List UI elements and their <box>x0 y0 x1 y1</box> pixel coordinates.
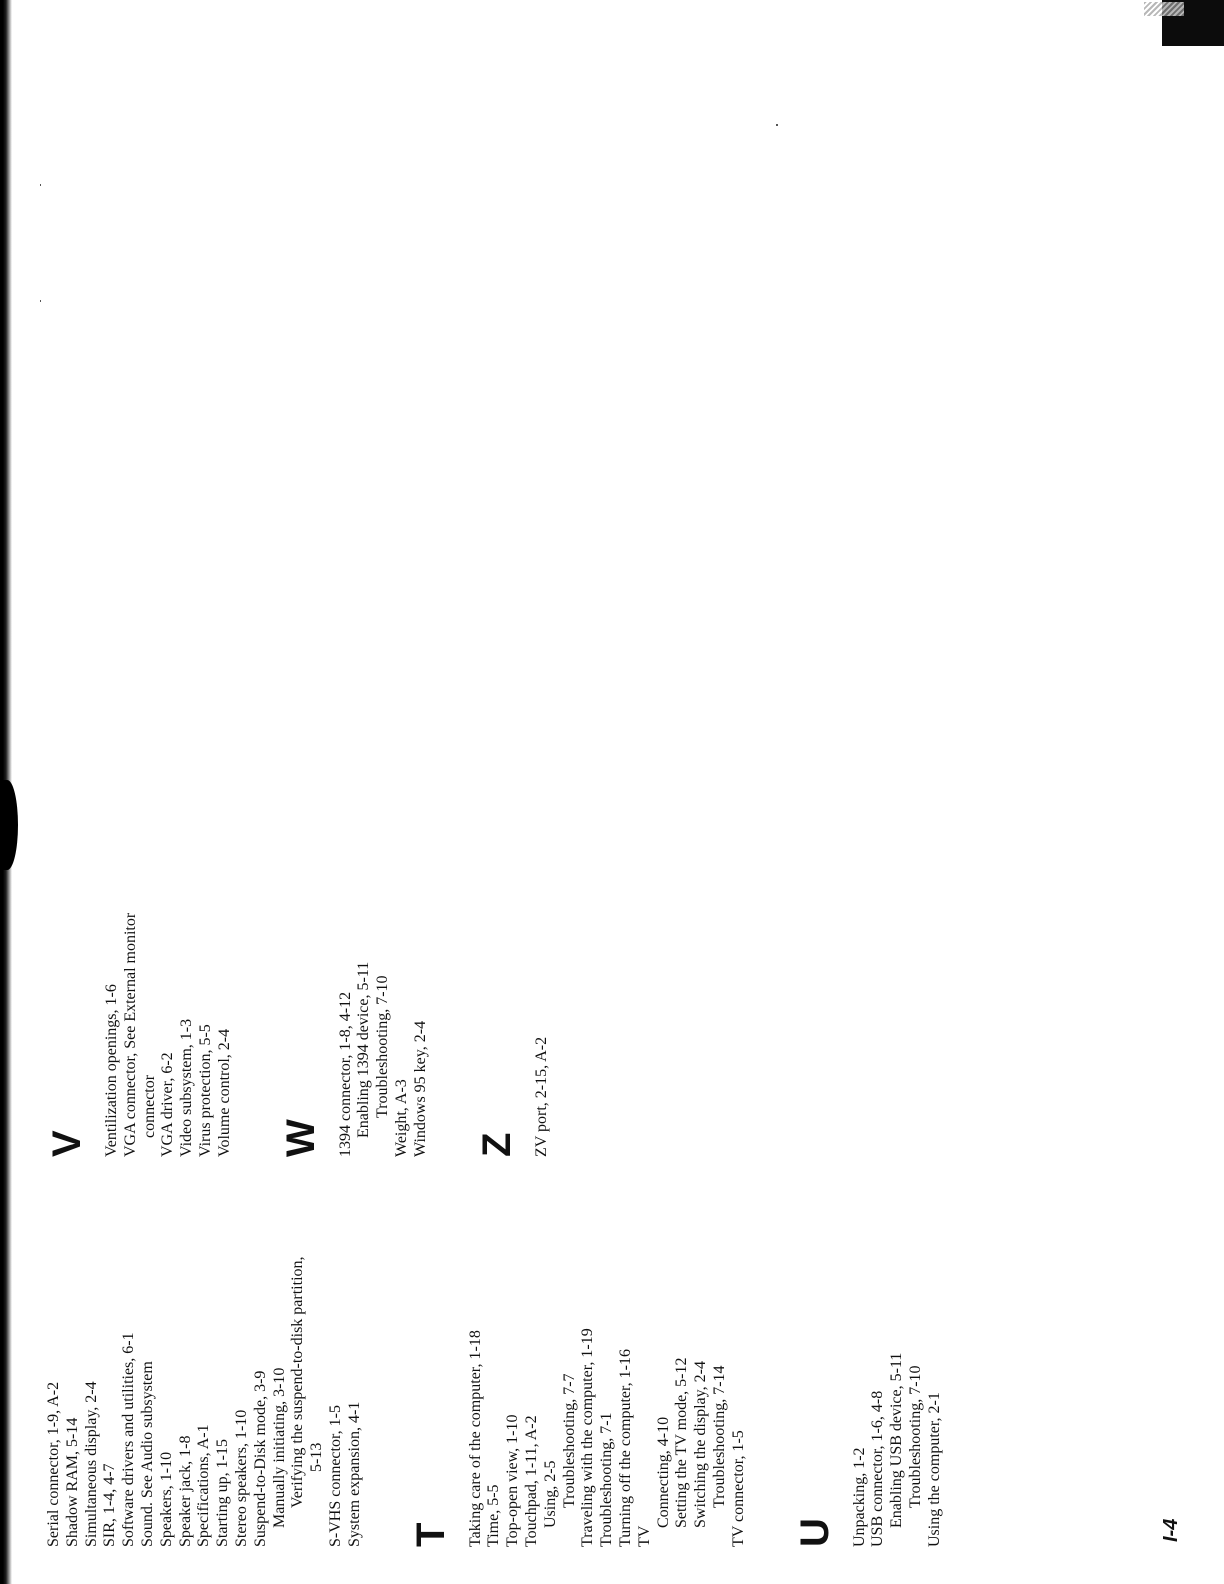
index-entry: Troubleshooting, 7-1 <box>598 1412 616 1547</box>
index-entry: Stereo speakers, 1-10 <box>232 1409 250 1547</box>
index-entry: Weight, A-3 <box>392 1079 410 1157</box>
index-entry: USB connector, 1-6, 4-8 <box>869 1390 887 1547</box>
index-entry: Speakers, 1-10 <box>157 1451 175 1547</box>
index-entry: Suspend-to-Disk mode, 3-9 <box>251 1370 269 1547</box>
index-entry: Simultaneous display, 2-4 <box>82 1381 100 1547</box>
index-entry: TV connector, 1-5 <box>729 1430 747 1547</box>
index-entry: Windows 95 key, 2-4 <box>411 1020 429 1157</box>
index-entry: Speaker jack, 1-8 <box>176 1435 194 1547</box>
section-letter-u: U <box>792 1518 837 1547</box>
index-entry: Virus protection, 5-5 <box>196 1024 214 1157</box>
index-entry: System expansion, 4-1 <box>345 1401 363 1547</box>
index-entry: S-VHS connector, 1-5 <box>326 1405 344 1547</box>
index-entry: Unpacking, 1-2 <box>850 1447 868 1547</box>
index-entry: Connecting, 4-10 <box>654 1416 672 1528</box>
index-entry: Troubleshooting, 7-14 <box>710 1365 728 1508</box>
page-number: I-4 <box>1160 1518 1182 1542</box>
index-entry: 1394 connector, 1-8, 4-12 <box>336 991 354 1157</box>
index-entry: Taking care of the computer, 1-18 <box>466 1330 484 1547</box>
section-letter-v: V <box>45 1130 89 1157</box>
section-letter-w: W <box>278 1119 323 1157</box>
index-entry: Manually initiating, 3-10 <box>270 1367 288 1528</box>
index-entry: Touchpad, 1-11, A-2 <box>522 1415 540 1547</box>
index-entry: Time, 5-5 <box>485 1484 503 1547</box>
index-entry: VGA driver, 6-2 <box>159 1052 177 1157</box>
index-entry: ZV port, 2-15, A-2 <box>532 1036 550 1157</box>
section-letter-t: T <box>408 1522 453 1547</box>
index-entry: VGA connector, See External monitor <box>121 912 139 1157</box>
index-entry: Software drivers and utilities, 6-1 <box>120 1332 138 1547</box>
index-entry: Turning off the computer, 1-16 <box>616 1348 634 1547</box>
index-entry: Using, 2-5 <box>541 1460 559 1528</box>
index-entry: TV <box>635 1525 653 1547</box>
index-entry: Sound. See Audio subsystem <box>138 1361 156 1547</box>
index-entry: connector <box>140 1074 158 1138</box>
index-entry: Enabling USB device, 5-11 <box>888 1352 906 1528</box>
index-entry: Traveling with the computer, 1-19 <box>579 1328 597 1547</box>
index-entry: Specifications, A-1 <box>195 1424 213 1547</box>
index-entry: Top-open view, 1-10 <box>504 1414 522 1547</box>
index-entry: Switching the display, 2-4 <box>692 1361 710 1528</box>
index-entry: Troubleshooting, 7-10 <box>906 1365 924 1508</box>
index-entry: Shadow RAM, 5-14 <box>63 1417 81 1547</box>
index-entry: Setting the TV mode, 5-12 <box>673 1357 691 1528</box>
index-entry: Using the computer, 2-1 <box>925 1392 943 1547</box>
index-entry: SIR, 1-4, 4-7 <box>101 1463 119 1547</box>
index-entry: Serial connector, 1-9, A-2 <box>45 1381 62 1547</box>
section-letter-z: Z <box>474 1132 519 1157</box>
index-entry: Starting up, 1-15 <box>214 1439 232 1547</box>
index-entry: Ventilization openings, 1-6 <box>103 984 120 1157</box>
index-entry: 5-13 <box>308 1442 326 1472</box>
index-entry: Verifying the suspend-to-disk partition, <box>289 1256 307 1508</box>
index-entry: Troubleshooting, 7-7 <box>560 1373 578 1508</box>
index-entry: Video subsystem, 1-3 <box>178 1018 196 1157</box>
index-entry: Enabling 1394 device, 5-11 <box>355 961 373 1138</box>
index-entry: Volume control, 2-4 <box>215 1028 233 1157</box>
index-column-right <box>45 697 551 1157</box>
index-entry: Troubleshooting, 7-10 <box>374 975 392 1118</box>
